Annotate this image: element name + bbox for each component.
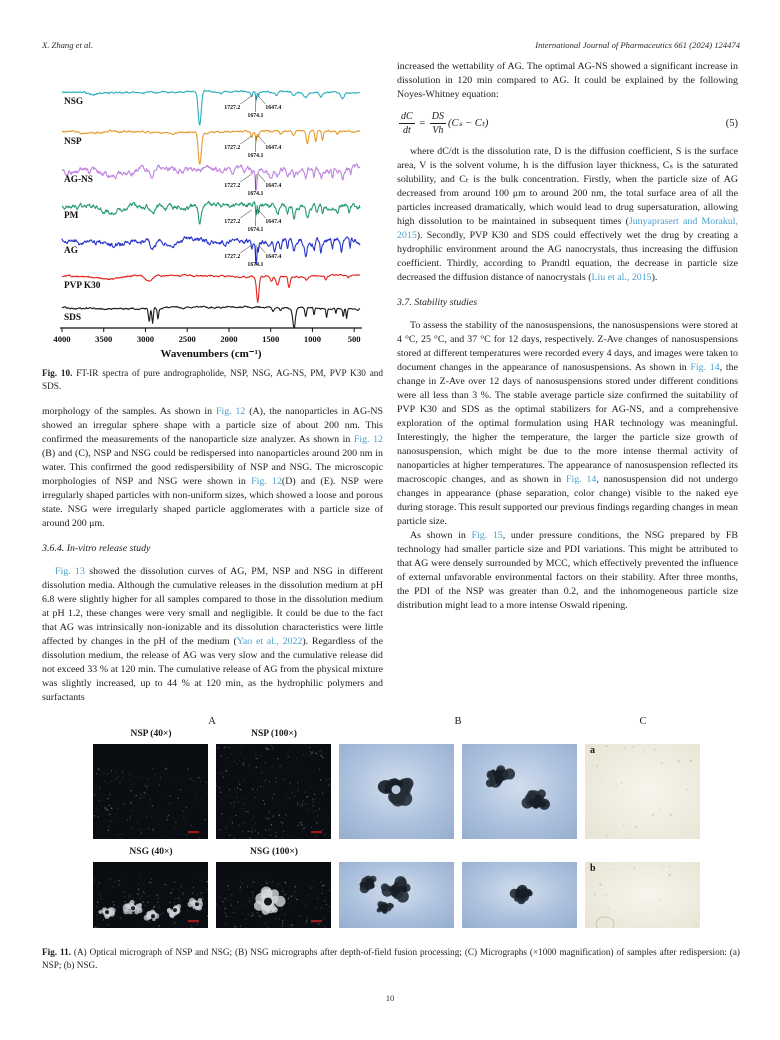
peak-annotation: 1727.2 [224, 183, 241, 189]
label-nsp-100x: NSP (100×) [251, 729, 297, 739]
x-tick-label: 4000 [53, 334, 71, 344]
micrograph-redispersed-nsp [585, 744, 700, 839]
figure-11-caption-label: Fig. 11. [42, 947, 71, 957]
text-segment: (B) and (C), NSP and NSG could be redispersed into nanoparticles around 200 nm in water. This confirmed the good redispersibility of NSP and NSG. The microscopic morphologies of NSP and NSG were shown in [42, 448, 383, 488]
peak-annotation: 1674.1 [247, 113, 264, 119]
peak-annotation: 1674.1 [247, 262, 264, 268]
ftir-x-axis [53, 328, 362, 344]
x-tick-label: 500 [347, 334, 361, 344]
figure-11-caption-text: (A) Optical micrograph of NSP and NSG; (B) NSG micrographs after depth-of-field fusion processing; (C) Micrographs (×1000 magnification) of samples after redispersion: (a) NSP; (b) NSG. [42, 947, 740, 970]
ftir-chart-svg [42, 60, 372, 360]
series-label: AG [64, 246, 78, 256]
peak-annotation: 1674.1 [247, 191, 264, 197]
label-nsp-40x: NSP (40×) [130, 729, 172, 739]
equals-sign: = [418, 117, 426, 129]
equation-fraction-dsvh [430, 111, 446, 136]
panel-header-b: B [454, 716, 462, 727]
ftir-trace-SDS [62, 306, 360, 328]
text-segment: where dC/dt is the dissolution rate, D is the diffusion coefficient, S is the surface area, V is the solvent volume, h is the diffusion layer thickness, Cₛ is the saturated solubility, and Cₜ is the bulk concentration. Firstly, when the particle size of AG decreased from around 100 μm to around 200 nm, the total surface area of all the particles increased dramatically, which would lead to drug supersaturation, allowing high dissolution to be maintained in subsequent times ( [397, 146, 738, 227]
label-nsg-100x: NSG (100×) [250, 847, 298, 857]
figure-10-caption [42, 367, 383, 392]
equation-fraction-dcdt [399, 111, 415, 136]
equation-denominator: Vh [432, 125, 444, 136]
noyes-whitney-equation [399, 111, 738, 136]
x-tick-label: 3500 [95, 334, 113, 344]
paragraph-stability-1 [397, 319, 738, 529]
citation-link[interactable]: Fig. 12 [353, 434, 383, 446]
series-label: PVP K30 [64, 281, 101, 291]
ftir-trace-PM [62, 201, 360, 233]
figure-11-row-1 [93, 744, 700, 839]
text-segment: (D) and (E). NSP were irregularly shaped particles with non-uniform sizes, which showed a loose and porous state. NSG were irregularly shaped particle agglomerates with a particle size of around 200 μm. [42, 476, 383, 530]
paragraph-release-study [42, 565, 383, 705]
ftir-spectra-chart [42, 60, 372, 360]
section-heading-3-6-4: 3.6.4. In-vitro release study [42, 543, 151, 555]
paragraph-wettability [397, 60, 738, 102]
x-tick-label: 3000 [136, 334, 155, 344]
peak-annotation: 1647.4 [265, 145, 282, 151]
text-segment: morphology of the samples. As shown in [42, 406, 216, 418]
micrograph-nsg-fusion-1 [339, 744, 454, 839]
micrograph-redispersed-nsg [585, 862, 700, 928]
micrograph-nsg-aggregate-2 [462, 862, 577, 928]
citation-link[interactable]: Yao et al., 2022 [236, 636, 303, 648]
equation-numerator: DS [431, 111, 444, 122]
running-author: X. Zhang et al. [42, 40, 93, 50]
series-label: NSG [64, 97, 84, 107]
micrograph-nsp-100x [216, 744, 331, 839]
figure-11-row2-labels [93, 847, 700, 861]
page-number: 10 [385, 993, 395, 1003]
text-segment: To assess the stability of the nanosuspensions, the nanosuspensions were stored at 4 °C, 25 °C, and 37 °C for 12 days, respectively. Z-Ave changes of nanosuspensions stored at different temperatures were recorded every 4 days, and images were taken to document changes in the appearance of nanosuspensions. As shown in [397, 320, 738, 373]
x-tick-label: 2500 [178, 334, 196, 344]
figure-10-caption-text: FT-IR spectra of pure andrographolide, NSP, NSG, AG-NS, PM, PVP K30 and SDS. [42, 368, 383, 391]
citation-link[interactable]: Liu et al., 2015 [591, 272, 652, 283]
ftir-trace-PVP K30 [62, 274, 360, 302]
peak-annotation: 1674.1 [247, 227, 264, 233]
series-label: PM [64, 211, 79, 221]
peak-annotation: 1647.4 [265, 219, 282, 225]
text-segment: As shown in [410, 530, 472, 541]
panel-letter-a: a [590, 745, 595, 756]
peak-annotation: 1647.4 [265, 254, 282, 260]
equation-number: (5) [725, 117, 738, 129]
citation-link[interactable]: Fig. 14 [690, 362, 720, 373]
peak-annotation: 1727.2 [224, 219, 241, 225]
micrograph-nsg-fusion-2 [462, 744, 577, 839]
paragraph-stability-2 [397, 529, 738, 613]
micrograph-nsg-100x [216, 862, 331, 928]
figure-10-ftir [42, 60, 383, 392]
panel-header-c: C [639, 716, 647, 727]
figure-11-panel-headers [93, 716, 700, 729]
citation-link[interactable]: Junyaprasert and Morakul, 2015 [397, 216, 738, 241]
citation-link[interactable]: Fig. 12 [215, 406, 246, 418]
citation-link[interactable]: Fig. 14 [565, 474, 597, 485]
x-tick-label: 2000 [220, 334, 238, 344]
right-column [397, 60, 738, 613]
ftir-trace-AG [62, 237, 360, 268]
x-tick-label: 1500 [262, 334, 280, 344]
figure-11-caption [42, 946, 740, 972]
x-axis-label: Wavenumbers (cm⁻¹) [160, 348, 262, 360]
figure-10-caption-label: Fig. 10. [42, 368, 73, 378]
text-segment: increased the wettability of AG. The optimal AG-NS showed a significant increase in dissolution in 120 min compared to AG. It could be explained by the following Noyes-Whitney equation: [397, 61, 738, 100]
peak-annotation: 1647.4 [265, 183, 282, 189]
citation-link[interactable]: Fig. 13 [55, 566, 85, 578]
text-segment: (A), the nanoparticles in AG-NS showed an irregular sphere shape with a particle size of about 200 nm. This confirmed the measurements of the nanoparticle size analyzer. As shown in [42, 406, 383, 446]
paragraph-morphology [42, 405, 383, 531]
peak-annotation: 1727.2 [224, 254, 241, 260]
panel-header-a: A [208, 716, 216, 727]
micrograph-nsg-40x [93, 862, 208, 928]
panel-letter-b: b [590, 863, 596, 874]
figure-11-row1-labels [93, 729, 700, 743]
label-nsg-40x: NSG (40×) [129, 847, 173, 857]
text-segment: , the change in Z-Ave over 12 days of nanosuspensions stored under different conditions were all less than 3 %. The stable average particle size confirmed the suitability of PVP K30 and SDS as the optimal stabilizers for AG-NS, and a comprehensive exploration of the optimal formulation using HAR technology was meaningful. Interestingly, the higher the temperature, the larger the particle size growth of nanosuspension, which might be due to the more intense thermal activity of nanoparticles at higher temperatures. The appearance of nanosuspension reflected its macroscopic changes, and as shown in [397, 362, 738, 485]
ftir-trace-AG-NS [62, 164, 360, 197]
figure-11-micrographs [93, 716, 700, 928]
text-segment: ). [651, 272, 658, 283]
scale-bar [188, 831, 199, 833]
series-label: AG-NS [64, 175, 93, 185]
equation-denominator: dt [402, 125, 411, 136]
citation-link[interactable]: Fig. 12 [251, 476, 282, 488]
paragraph-equation-explanation [397, 145, 738, 285]
journal-reference: International Journal of Pharmaceutics 661 (2024) 124474 [535, 40, 740, 50]
peak-annotation: 1727.2 [224, 145, 241, 151]
left-column [42, 60, 383, 705]
peak-annotation: 1647.4 [265, 105, 282, 111]
text-segment: ). Regardless of the dissolution medium, the release of AG was very slow and the cumulative release did not exceed 33 % at 120 min. The cumulative release of AG from the physical mixture was slightly increased, up to 44 % at 120 min, as the hydrophilic polymers and surfactants [42, 636, 383, 704]
peak-annotation: 1674.1 [247, 153, 264, 159]
scale-bar [188, 920, 199, 922]
series-label: NSP [64, 137, 82, 147]
micrograph-nsg-aggregate-1 [339, 862, 454, 928]
scale-bar [311, 831, 322, 833]
page-header [42, 40, 740, 50]
text-segment: ). Secondly, PVP K30 and SDS could effectively wet the drug by creating a hydrophilic environment around the AG nanocrystals, thus increasing the diffusion coefficient. Thirdly, according to Prandtl equation, the decrease in particle size decreased the diffusion distance of nanocrystals ( [397, 230, 738, 283]
equation-concentration-term: (Cₛ − Cₜ) [448, 117, 489, 129]
x-tick-label: 1000 [303, 334, 322, 344]
micrograph-nsp-40x [93, 744, 208, 839]
figure-11-row-2 [93, 862, 700, 928]
text-segment: , under pressure conditions, the NSG prepared by FB technology had smaller particle size and PDI variations. This might be attributed to that AG were densely surrounded by MCC, which effectively prevented the influence of external unfavorable environmental factors on their stability. After three months, the PDI of the NSP was greater than 0.2, and the inhomogeneous particle size distribution might lead to a more intense Oswald ripening. [397, 530, 738, 611]
peak-annotation: 1727.2 [224, 105, 241, 111]
ftir-trace-NSP [62, 130, 360, 165]
equation-numerator: dC [401, 111, 413, 122]
scale-bar [311, 920, 322, 922]
text-segment: showed the dissolution curves of AG, PM, NSP and NSG in different dissolution media. Although the cumulative releases in the dissolution medium at pH 6.8 were slightly higher for all samples compared to those in the dissolution medium at pH 1.2, these changes were very small and negligible. It could be due to the fact that AG was intrinsically non-ionizable and its dissolution characteristics were little affected by changes in the pH of the medium ( [42, 566, 383, 648]
ftir-trace-NSG [62, 90, 360, 125]
citation-link[interactable]: Fig. 15 [471, 530, 503, 541]
series-label: SDS [64, 313, 82, 323]
text-segment: , nanosuspension did not undergo changes in appearance (phase separation, color change) visible to the naked eye during storage. This result supported our previous findings regarding changes in mean particle size. [397, 474, 738, 527]
section-heading-3-7: 3.7. Stability studies [397, 297, 478, 308]
